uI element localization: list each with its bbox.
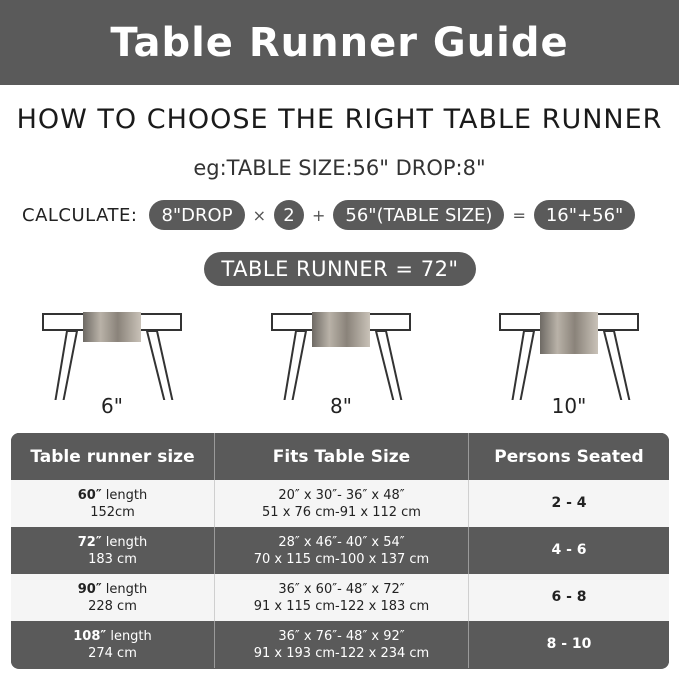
table-size-pill: 56"(TABLE SIZE) bbox=[333, 200, 504, 230]
runner-length-cm: 228 cm bbox=[88, 598, 137, 614]
header-fits-table: Fits Table Size bbox=[215, 433, 469, 480]
persons-cell: 6 - 8 bbox=[551, 589, 587, 605]
sum-pill: 16"+56" bbox=[534, 200, 635, 230]
table-icon bbox=[37, 305, 187, 400]
header-runner-size: Table runner size bbox=[11, 433, 215, 480]
length-word: length bbox=[110, 628, 152, 644]
runner-length: 108″ bbox=[73, 628, 107, 644]
runner-size-cell bbox=[11, 527, 215, 574]
drop-pill: 8"DROP bbox=[149, 200, 244, 230]
runner-size-cell bbox=[11, 480, 215, 527]
drop-label-6: 6" bbox=[101, 394, 123, 418]
runner-length-cm: 152cm bbox=[90, 504, 135, 520]
fits-cm: 51 x 76 cm-91 x 112 cm bbox=[262, 504, 421, 520]
page-title: Table Runner Guide bbox=[110, 19, 569, 66]
fits-size-cell bbox=[215, 574, 469, 621]
size-table bbox=[11, 433, 669, 669]
runner-length: 72″ bbox=[77, 534, 102, 550]
page-header bbox=[0, 0, 679, 85]
table-row bbox=[11, 621, 669, 668]
calculate-label: CALCULATE: bbox=[22, 204, 138, 226]
table-illustration-6 bbox=[37, 305, 187, 425]
drop-label-8: 8" bbox=[330, 394, 352, 418]
persons-cell: 2 - 4 bbox=[551, 495, 587, 511]
table-illustrations bbox=[0, 305, 679, 425]
table-row bbox=[11, 574, 669, 621]
fits-cm: 70 x 115 cm-100 x 137 cm bbox=[253, 551, 430, 567]
runner-size-cell bbox=[11, 574, 215, 621]
persons-cell: 8 - 10 bbox=[546, 636, 592, 652]
example-text: eg:TABLE SIZE:56" DROP:8" bbox=[193, 156, 486, 180]
runner-length: 90″ bbox=[77, 581, 102, 597]
headline: HOW TO CHOOSE THE RIGHT TABLE RUNNER bbox=[16, 104, 663, 135]
fits-size-cell bbox=[215, 621, 469, 668]
table-header-row bbox=[11, 433, 669, 480]
table-row bbox=[11, 527, 669, 574]
multiplier-pill: 2 bbox=[274, 200, 304, 230]
table-icon bbox=[494, 305, 644, 400]
plus-sign: + bbox=[311, 205, 326, 225]
persons-cell: 4 - 6 bbox=[551, 542, 587, 558]
header-persons: Persons Seated bbox=[494, 446, 644, 467]
runner-size-cell bbox=[11, 621, 215, 668]
times-sign: × bbox=[252, 205, 266, 225]
calculation-row bbox=[22, 199, 635, 231]
fits-cm: 91 x 193 cm-122 x 234 cm bbox=[253, 645, 430, 661]
runner-length-cm: 274 cm bbox=[88, 645, 137, 661]
fits-inches: 28″ x 46″- 40″ x 54″ bbox=[278, 534, 405, 550]
result-pill: TABLE RUNNER = 72" bbox=[204, 252, 476, 286]
fits-cm: 91 x 115 cm-122 x 183 cm bbox=[253, 598, 430, 614]
drop-label-10: 10" bbox=[551, 394, 587, 418]
fits-size-cell bbox=[215, 480, 469, 527]
fits-size-cell bbox=[215, 527, 469, 574]
table-illustration-8 bbox=[266, 305, 416, 425]
runner-length-cm: 183 cm bbox=[88, 551, 137, 567]
table-illustration-10 bbox=[494, 305, 644, 425]
fits-inches: 36″ x 76″- 48″ x 92″ bbox=[278, 628, 405, 644]
length-word: length bbox=[105, 487, 148, 503]
fits-inches: 20″ x 30″- 36″ x 48″ bbox=[278, 487, 405, 503]
table-row bbox=[11, 480, 669, 527]
equals-sign: = bbox=[512, 205, 526, 225]
length-word: length bbox=[105, 581, 148, 597]
table-icon bbox=[266, 305, 416, 400]
runner-length: 60″ bbox=[77, 487, 102, 503]
length-word: length bbox=[105, 534, 148, 550]
fits-inches: 36″ x 60″- 48″ x 72″ bbox=[278, 581, 405, 597]
